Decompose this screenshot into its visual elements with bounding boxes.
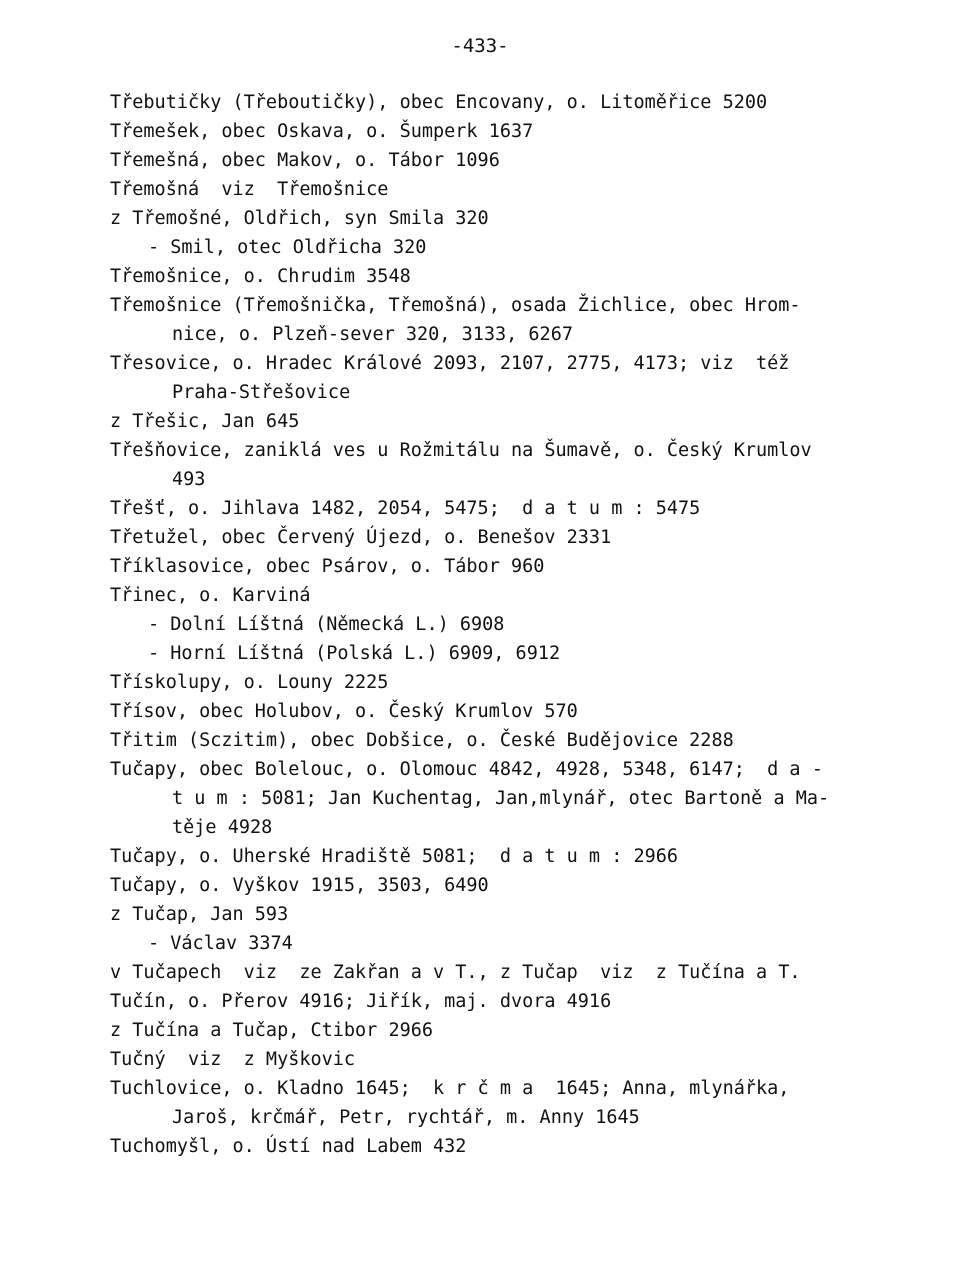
index-entry-continuation: Jaroš, krčmář, Petr, rychtář, m. Anny 1645	[172, 1107, 640, 1128]
index-entry: Třebutičky (Třeboutičky), obec Encovany, o. Litoměřice 5200	[110, 92, 768, 113]
index-entry-continuation: - Smil, otec Oldřicha 320	[148, 237, 427, 258]
index-entry-continuation: - Václav 3374	[148, 933, 293, 954]
index-entry: z Tučína a Tučap, Ctibor 2966	[110, 1020, 434, 1041]
index-entries	[110, 88, 880, 1161]
index-entry: Třemošnice (Třemošnička, Třemošná), osada Žichlice, obec Hrom-	[110, 295, 801, 316]
index-entry-continuation: t u m : 5081; Jan Kuchentag, Jan,mlynář, otec Bartoně a Ma-	[172, 788, 830, 809]
index-entry-continuation: - Dolní Líštná (Německá L.) 6908	[148, 614, 505, 635]
index-entry: Tučapy, o. Uherské Hradiště 5081; d a t u m : 2966	[110, 846, 679, 867]
page-number: -433-	[451, 35, 509, 57]
index-entry: Tuchomyšl, o. Ústí nad Labem 432	[110, 1136, 467, 1157]
index-entry: Tříklasovice, obec Psárov, o. Tábor 960	[110, 556, 545, 577]
index-entry: Třetužel, obec Červený Újezd, o. Benešov 2331	[110, 527, 612, 548]
index-entry: Třešňovice, zaniklá ves u Rožmitálu na Šumavě, o. Český Krumlov	[110, 440, 812, 461]
index-entry-continuation: Praha-Střešovice	[172, 382, 351, 403]
index-entry: Třískolupy, o. Louny 2225	[110, 672, 389, 693]
index-entry: Tuchlovice, o. Kladno 1645; k r č m a 1645; Anna, mlynářka,	[110, 1078, 790, 1099]
index-entry: Třemošnice, o. Chrudim 3548	[110, 266, 411, 287]
index-entry: Tučný viz z Myškovic	[110, 1049, 356, 1070]
index-entry: z Třešic, Jan 645	[110, 411, 300, 432]
index-entry: Třemešná, obec Makov, o. Tábor 1096	[110, 150, 500, 171]
index-entry: z Tučap, Jan 593	[110, 904, 289, 925]
index-entry-continuation: těje 4928	[172, 817, 273, 838]
index-entry: Tučapy, obec Bolelouc, o. Olomouc 4842, 4928, 5348, 6147; d a -	[110, 759, 823, 780]
index-entry: Třešť, o. Jihlava 1482, 2054, 5475; d a t u m : 5475	[110, 498, 701, 519]
index-entry: Třinec, o. Karviná	[110, 585, 311, 606]
index-entry: Třesovice, o. Hradec Králové 2093, 2107, 2775, 4173; viz též	[110, 353, 790, 374]
index-entry: z Třemošné, Oldřich, syn Smila 320	[110, 208, 489, 229]
index-entry-continuation: nice, o. Plzeň-sever 320, 3133, 6267	[172, 324, 573, 345]
index-entry: Třemešek, obec Oskava, o. Šumperk 1637	[110, 121, 534, 142]
index-entry: Třísov, obec Holubov, o. Český Krumlov 570	[110, 701, 578, 722]
index-entry-continuation: 493	[172, 469, 206, 490]
index-entry-continuation: - Horní Líštná (Polská L.) 6909, 6912	[148, 643, 561, 664]
index-entry: Třemošná viz Třemošnice	[110, 179, 389, 200]
index-entry: v Tučapech viz ze Zakřan a v T., z Tučap viz z Tučína a T.	[110, 962, 801, 983]
index-entry: Tučapy, o. Vyškov 1915, 3503, 6490	[110, 875, 489, 896]
index-entry: Třitim (Sczitim), obec Dobšice, o. České Budějovice 2288	[110, 730, 734, 751]
index-entry: Tučín, o. Přerov 4916; Jiřík, maj. dvora 4916	[110, 991, 612, 1012]
